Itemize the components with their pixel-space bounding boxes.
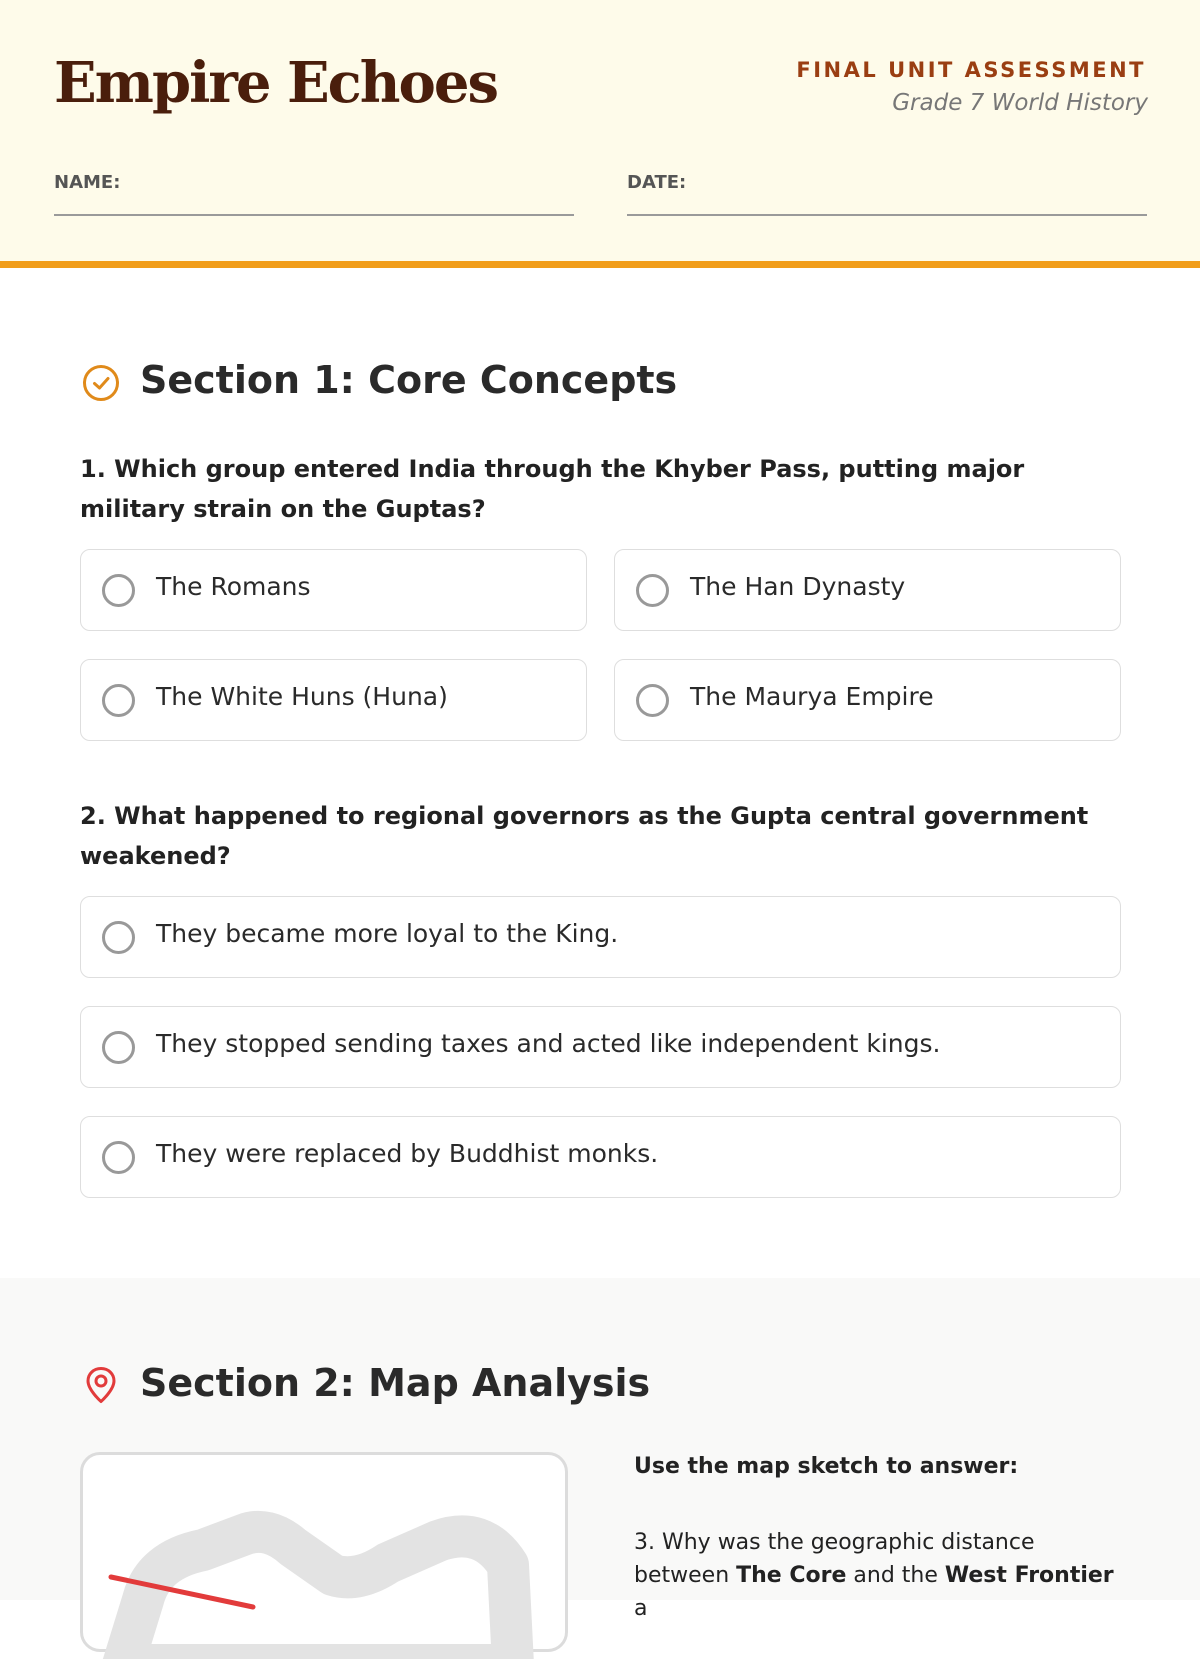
map-pin-icon <box>80 1364 122 1406</box>
radio-button[interactable] <box>102 921 135 954</box>
q2-option-2[interactable] <box>80 1006 1121 1088</box>
option-label: They were replaced by Buddhist monks. <box>156 1139 659 1168</box>
option-label: The Maurya Empire <box>690 682 934 711</box>
question-2: 2. What happened to regional governors as the Gupta central government weakened? <box>80 802 1089 870</box>
option-label: The Han Dynasty <box>690 572 906 601</box>
map-sketch-drawing <box>83 1455 571 1655</box>
option-label: They stopped sending taxes and acted like independent kings. <box>156 1029 941 1058</box>
assessment-subtitle: Grade 7 World History <box>892 90 1148 116</box>
q1-option-2[interactable] <box>614 549 1121 631</box>
radio-button[interactable] <box>102 574 135 607</box>
section2-title: Section 2: Map Analysis <box>140 1361 651 1405</box>
q1-option-4[interactable] <box>614 659 1121 741</box>
page-title: Empire Echoes <box>54 50 497 116</box>
assessment-kicker: FINAL UNIT ASSESSMENT <box>796 58 1146 82</box>
assessment-header <box>0 0 1200 268</box>
question-1: 1. Which group entered India through the Khyber Pass, putting major military strain on the Guptas? <box>80 455 1025 523</box>
date-field[interactable] <box>627 172 1147 216</box>
radio-button[interactable] <box>102 1031 135 1064</box>
option-label: They became more loyal to the King. <box>156 919 619 948</box>
name-field[interactable] <box>54 172 574 216</box>
section1-title: Section 1: Core Concepts <box>140 358 678 402</box>
q3-core: The Core <box>736 1563 847 1588</box>
radio-button[interactable] <box>102 1141 135 1174</box>
option-label: The Romans <box>156 572 311 601</box>
radio-button[interactable] <box>636 574 669 607</box>
question-3 <box>634 1526 1134 1625</box>
q3-frontier: West Frontier <box>944 1563 1114 1588</box>
name-label: NAME: <box>54 172 121 193</box>
check-circle-icon <box>80 362 122 404</box>
q2-option-1[interactable] <box>80 896 1121 978</box>
q3-text-2: and the <box>846 1563 945 1588</box>
q1-option-3[interactable] <box>80 659 587 741</box>
q3-text-3: a <box>634 1596 648 1621</box>
q1-option-1[interactable] <box>80 549 587 631</box>
radio-button[interactable] <box>636 684 669 717</box>
date-label: DATE: <box>627 172 687 193</box>
option-label: The White Huns (Huna) <box>156 682 448 711</box>
q3-text-1: 3. Why was the geographic distance between <box>634 1530 1035 1588</box>
map-sketch <box>80 1452 568 1652</box>
radio-button[interactable] <box>102 684 135 717</box>
map-instruction: Use the map sketch to answer: <box>634 1454 1019 1479</box>
q2-option-3[interactable] <box>80 1116 1121 1198</box>
